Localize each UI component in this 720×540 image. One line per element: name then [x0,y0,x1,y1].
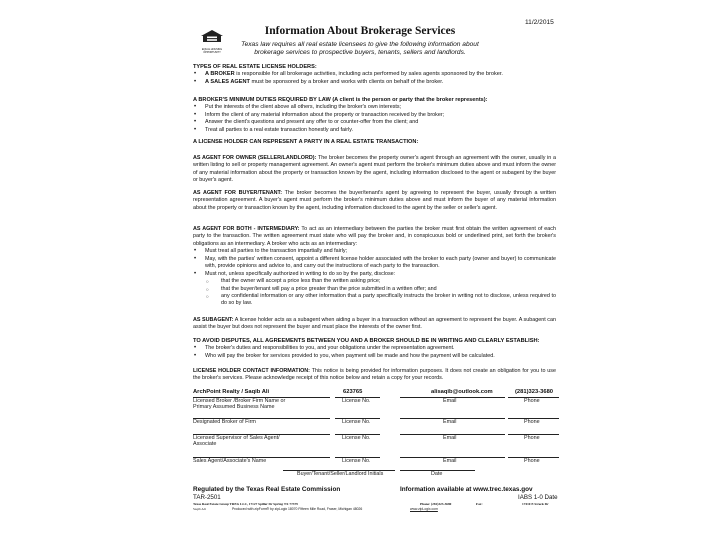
subagent-section [193,317,556,332]
email-label: Email [443,419,457,425]
designated-broker-label: Designated Broker of Firm [193,419,256,425]
sub-list-item: ○ that the owner will accept a price less than the written asking price; [193,278,556,285]
iabs-date: IABS 1-0 Date [518,494,558,501]
license-label: License No. [342,435,371,441]
document-name: 17410 E Streck Dr [522,502,549,506]
list-item: • Put the interests of the client above all others, including the broker's own interests; [193,104,556,112]
ziplogix-link[interactable]: www.zipLogix.com [410,507,438,511]
company-phone: Phone: (281)323-3680 [420,502,452,506]
list-item: • Must not, unless specifically authorized in writing to do so by the party, disclose: [193,271,556,278]
broker-definition: is responsible for all brokerage activities, including acts performed by sales agents sponsored by the broker. [234,71,503,78]
broker-term: A BROKER [205,71,235,78]
sub-list-item: ○ that the buyer/tenant will pay a price greater than the price submitted in a written offer; and [193,286,556,293]
buyer-text: The broker becomes the buyer/tenant's agent by agreeing to represent the buyer, usually through a written representation agreement. A buyer's agent must perform the broker's minimum duties above and must inform the buyer of any material information about the property or transaction known by the agent, including information disclosed to the agent by the seller or seller's agent. [193,190,557,211]
agent-name: Saqib Ali [193,507,206,511]
list-item: • Treat all parties to a real estate transaction honestly and fairly. [193,127,556,135]
list-item: • Answer the client's questions and present any offer to or counter-offer from the client; and [193,119,556,127]
broker-name-label: Licensed Broker /Broker Firm Name or Primary Assumed Business Name [193,398,286,411]
disputes-section [193,338,556,360]
subtitle-line-1: Texas law requires all real estate licensees to give the following information about [241,41,479,48]
regulated-by: Regulated by the Texas Real Estate Commission [193,486,341,493]
owner-section [193,155,556,185]
sales-agent-term: A SALES AGENT [205,78,250,85]
sales-agent-label: Sales Agent/Associate's Name [193,458,267,464]
form-code: TAR-2501 [193,494,221,501]
date-label: Date [431,471,443,477]
logo-text: EQUAL HOUSING OPPORTUNITY [201,48,223,54]
email-label: Email [443,458,457,464]
disputes-heading: TO AVOID DISPUTES, ALL AGREEMENTS BETWEEN YOU AND A BROKER SHOULD BE IN WRITING AND CLEARLY ESTABLISH: [193,338,540,344]
phone-label: Phone [524,419,540,425]
email-label: Email [443,398,457,404]
phone-label: Phone [524,435,540,441]
list-item: • The broker's duties and responsibilities to you, and your obligations under the representation agreement. [193,345,556,352]
subagent-text: A license holder acts as a subagent when aiding a buyer in a transaction without an agreement to represent the buyer. A subagent can assist the buyer but does not represent the buyer and must place the interests of the owner first. [193,317,556,331]
email-label: Email [443,435,457,441]
license-label: License No. [342,398,371,404]
duties-heading: A BROKER'S MINIMUM DUTIES REQUIRED BY LAW (A client is the person or party that the broker represents): [193,97,488,103]
intermediary-text: To act as an intermediary between the parties the broker must first obtain the written agreement of each party to the transaction. The written agreement must state who will pay the broker and, in conspicuous bold or underlined print, set forth the broker's obligations as an intermediary. A broker who acts as an intermediary: [193,226,556,247]
types-section [193,64,556,86]
duties-section [193,97,556,135]
phone-label: Phone [524,458,540,464]
buyer-heading: AS AGENT FOR BUYER/TENANT: [193,190,283,196]
info-available: Information available at www.trec.texas.gov [400,486,533,493]
document-date: 11/2/2015 [525,19,554,26]
phone-label: Phone [524,398,540,404]
broker-name-field[interactable]: ArchPoint Realty / Saqib Ali [193,389,270,395]
owner-heading: AS AGENT FOR OWNER (SELLER/LANDLORD): [193,155,317,161]
list-item: • Inform the client of any material information about the property or transaction received by the broker; [193,112,556,120]
list-item: • Who will pay the broker for services provided to you, when payment will be made and how the payment will be calculated. [193,353,556,360]
list-item: • Must treat all parties to the transaction impartially and fairly; [193,248,556,255]
buyer-section [193,190,556,212]
produced-by: Produced with zipForm® by zipLogix 18070 Fifteen Mile Road, Fraser, Michigan 48026 [232,507,363,511]
subagent-heading: AS SUBAGENT: [193,317,234,323]
subtitle-line-2: brokerage services to prospective buyers, tenants, sellers and landlords. [254,49,466,57]
initials-label: Buyer/Tenant/Seller/Landlord Initials [297,471,384,477]
company-fax: Fax: [476,502,483,506]
sub-list-item: ○ any confidential information or any other information that a party specifically instructs the broker in writing not to disclose, unless required to do so by law. [193,293,556,308]
document-title: Information About Brokerage Services [264,25,456,37]
company-info: Texas Real Estate Group TREG LLC, 17127 Spiller Dr Spring TX 77379 [193,502,298,506]
sales-agent-definition: must be sponsored by a broker and works with clients on behalf of the broker. [249,78,444,85]
document-subtitle [200,41,520,57]
list-item [193,79,556,86]
supervisor-label: Licensed Supervisor of Sales Agent/ Associate [193,435,280,448]
email-field[interactable]: alisaqib@outlook.com [431,389,493,395]
license-label: License No. [342,419,371,425]
list-item: • May, with the parties' written consent, appoint a different license holder associated with the broker to each party (owner and buyer) to communicate with, provide opinions and advice to, and carry out the instructions of each party to the transaction. [193,256,556,271]
license-number-field[interactable]: 623765 [343,389,363,395]
contact-heading: LICENSE HOLDER CONTACT INFORMATION: [193,368,310,374]
holder-line: A LICENSE HOLDER CAN REPRESENT A PARTY IN A REAL ESTATE TRANSACTION: [193,139,419,145]
owner-text: The broker becomes the property owner's agent through an agreement with the owner, usually in a written listing to sell or property management agreement. An owner's agent must perform the broker's minimum duties above and must inform the owner of any material information about the property or transaction known by the agent, including information disclosed to the agent or subagent by the buyer or buyer's agent. [193,155,556,184]
types-heading: TYPES OF REAL ESTATE LICENSE HOLDERS: [193,64,317,70]
intermediary-section [193,226,556,308]
contact-text: This notice is being provided for information purposes. It does not create an obligation for you to use the broker's services. Please acknowledge receipt of this notice below and retain a copy for your records. [193,368,556,382]
license-label: License No. [342,458,371,464]
intermediary-heading: AS AGENT FOR BOTH - INTERMEDIARY: [193,226,300,232]
list-item [193,71,556,78]
phone-field[interactable]: (281)323-3680 [515,389,554,395]
contact-section [193,368,556,383]
